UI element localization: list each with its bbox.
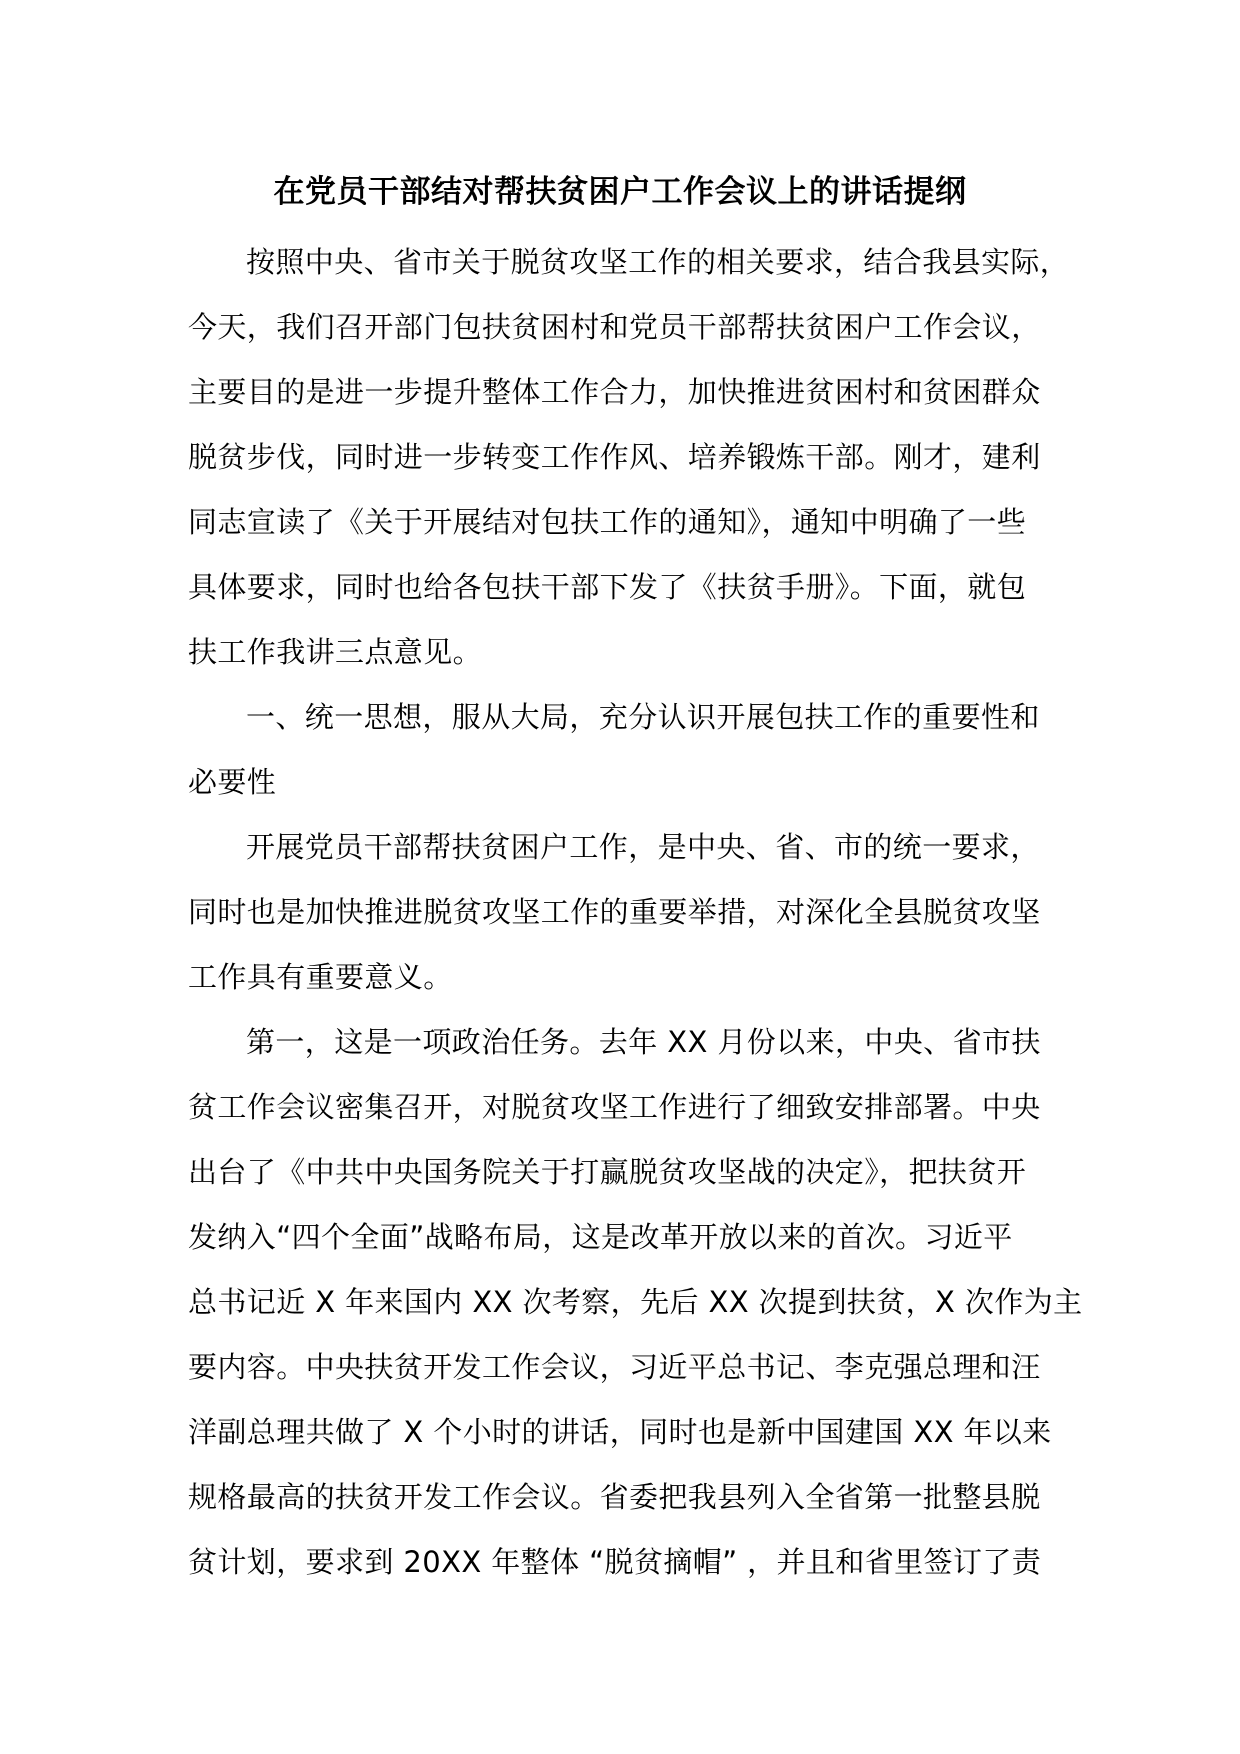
body-line: 要内容。中央扶贫开发工作会议，习近平总书记、李克强总理和汪 [188, 1350, 1041, 1384]
body-line: 贫计划，要求到 20XX 年整体 “脱贫摘帽” ，并且和省里签订了责 [188, 1545, 1042, 1579]
document-body [188, 242, 1083, 1607]
section-heading-line: 一、统一思想，服从大局，充分认识开展包扶工作的重要性和 [246, 700, 1040, 734]
body-line: 同时也是加快推进脱贫攻坚工作的重要举措，对深化全县脱贫攻坚 [188, 895, 1041, 929]
section-heading-line: 必要性 [188, 765, 277, 799]
body-line: 具体要求，同时也给各包扶干部下发了《扶贫手册》。下面，就包 [188, 570, 1027, 604]
body-line: 发纳入“四个全面”战略布局，这是改革开放以来的首次。习近平 [188, 1220, 1013, 1254]
body-line: 同志宣读了《关于开展结对包扶工作的通知》，通知中明确了一些 [188, 505, 1027, 539]
body-line: 贫工作会议密集召开，对脱贫攻坚工作进行了细致安排部署。中央 [188, 1090, 1041, 1124]
body-line: 洋副总理共做了 X 个小时的讲话，同时也是新中国建国 XX 年以来 [188, 1415, 1052, 1449]
body-line: 总书记近 X 年来国内 XX 次考察，先后 XX 次提到扶贫，X 次作为主 [188, 1285, 1083, 1319]
body-line: 脱贫步伐，同时进一步转变工作作风、培养锻炼干部。刚才，建利 [188, 440, 1041, 474]
document-title: 在党员干部结对帮扶贫困户工作会议上的讲话提纲 [273, 174, 967, 210]
body-line: 开展党员干部帮扶贫困户工作，是中央、省、市的统一要求， [246, 830, 1040, 864]
body-line: 第一，这是一项政治任务。去年 XX 月份以来，中央、省市扶 [246, 1025, 1041, 1059]
body-line: 工作具有重要意义。 [188, 960, 453, 994]
body-line: 出台了《中共中央国务院关于打赢脱贫攻坚战的决定》，把扶贫开 [188, 1155, 1027, 1189]
body-line: 今天，我们召开部门包扶贫困村和党员干部帮扶贫困户工作会议， [188, 310, 1041, 344]
body-line: 扶工作我讲三点意见。 [188, 635, 483, 669]
body-line: 规格最高的扶贫开发工作会议。省委把我县列入全省第一批整县脱 [188, 1480, 1041, 1514]
body-line: 主要目的是进一步提升整体工作合力，加快推进贫困村和贫困群众 [188, 375, 1041, 409]
body-line: 按照中央、省市关于脱贫攻坚工作的相关要求，结合我县实际， [246, 245, 1070, 279]
